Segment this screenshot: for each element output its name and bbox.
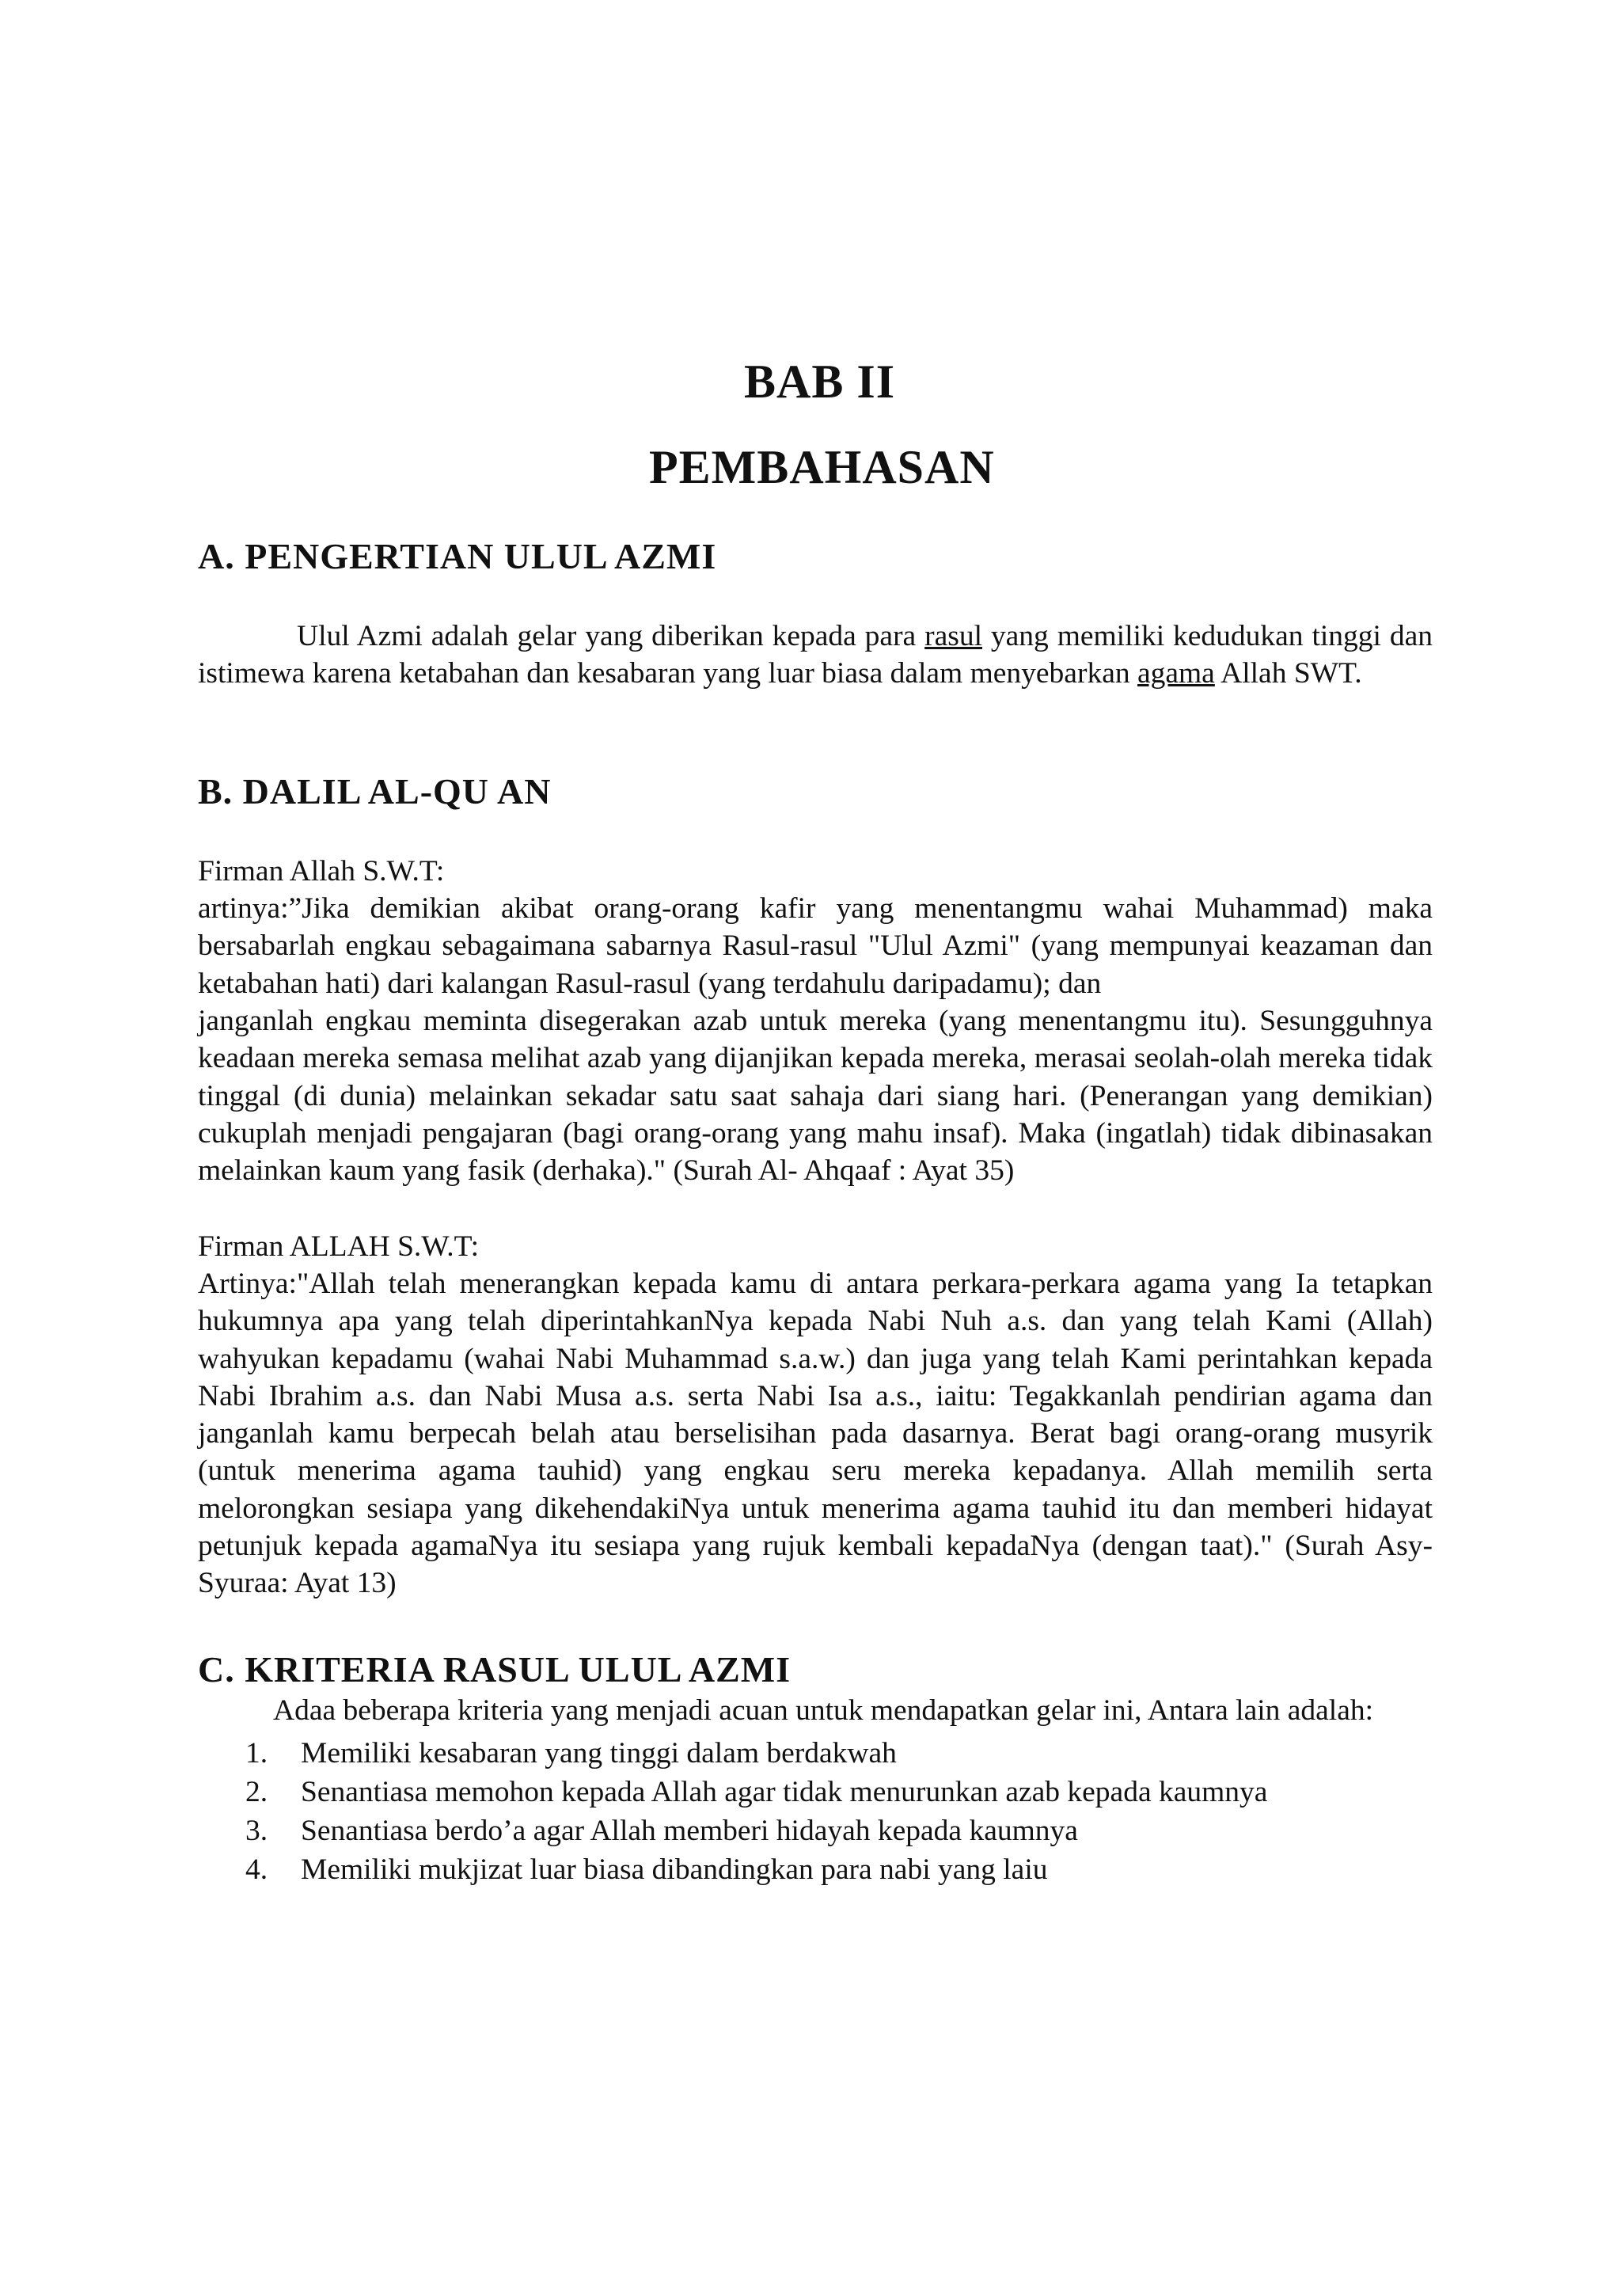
list-item-number: 3. <box>245 1815 268 1847</box>
quote1-label: Firman Allah S.W.T: <box>198 855 445 888</box>
list-item <box>245 1773 1433 1811</box>
chapter-title: PEMBAHASAN <box>649 441 995 493</box>
quote1-text-continued: janganlah engkau meminta disegerakan azab untuk mereka (yang menentangmu itu). Sesungguhnya keadaan mereka semasa melihat azab yang dijanjikan kepada mereka, merasai seolah-olah mereka tidak tinggal (di dunia) melainkan sekadar satu saat sahaja dari siang hari. (Penerangan yang demikian) cukuplah menjadi pengajaran (bagi orang-orang yang mahu insaf). Maka (ingatlah) tidak dibinasakan melainkan kaum yang fasik (derhaka)." (Surah Al- Ahqaaf : Ayat 35) <box>198 1005 1433 1188</box>
section-a-text-end: Allah SWT. <box>1214 657 1362 690</box>
section-a-text-start: Ulul Azmi adalah gelar yang diberikan kepada para <box>297 620 925 652</box>
agama-link[interactable]: agama <box>1137 657 1215 690</box>
quote2-text: Artinya:"Allah telah menerangkan kepada kamu di antara perkara-perkara agama yang Ia tetapkan hukumnya apa yang telah diperintahkanNya kepada Nabi Nuh a.s. dan yang telah Kami (Allah) wahyukan kepadamu (wahai Nabi Muhammad s.a.w.) dan juga yang telah Kami perintahkan kepada Nabi Ibrahim a.s. dan Nabi Musa a.s. serta Nabi Isa a.s., iaitu: Tegakkanlah pendirian agama dan janganlah kamu berpecah belah atau berselisihan pada dasarnya. Berat bagi orang-orang musyrik (untuk menerima agama tauhid) yang engkau seru mereka kepadanya. Allah memilih serta melorongkan sesiapa yang dikehendakiNya untuk menerima agama tauhid itu dan memberi hidayat petunjuk kepada agamaNya itu sesiapa yang rujuk kembali kepadaNya (dengan taat)." (Surah Asy-Syuraa: Ayat 13) <box>198 1268 1433 1600</box>
section-a-heading: A. PENGERTIAN ULUL AZMI <box>198 536 717 576</box>
list-item-text: Senantiasa berdo’a agar Allah memberi hidayah kepada kaumnya <box>301 1815 1078 1847</box>
section-a-text-mid: yang memiliki kedudukan tinggi dan istimewa karena ketabahan dan kesabaran yang luar biasa dalam menyebarkan <box>198 620 1433 690</box>
list-item-text: Memiliki kesabaran yang tinggi dalam berdakwah <box>301 1737 897 1770</box>
chapter-number: BAB II <box>744 355 896 408</box>
section-b-heading: B. DALIL AL-QU AN <box>198 771 552 812</box>
section-c-intro: Adaa beberapa kriteria yang menjadi acuan untuk mendapatkan gelar ini, Antara lain adalah: <box>273 1694 1374 1727</box>
section-a-paragraph <box>198 618 1433 693</box>
list-item-text: Memiliki mukjizat luar biasa dibandingkan para nabi yang laiu <box>301 1853 1048 1886</box>
list-item-number: 2. <box>245 1776 268 1808</box>
list-item <box>245 1850 1433 1889</box>
list-item <box>245 1811 1433 1850</box>
list-item-number: 4. <box>245 1853 268 1886</box>
quote2-label: Firman ALLAH S.W.T: <box>198 1230 480 1263</box>
list-item-number: 1. <box>245 1737 268 1770</box>
list-item <box>245 1734 1433 1773</box>
section-c-heading: C. KRITERIA RASUL ULUL AZMI <box>198 1649 792 1690</box>
rasul-link[interactable]: rasul <box>924 620 983 652</box>
quote1-text: artinya:”Jika demikian akibat orang-orang kafir yang menentangmu wahai Muhammad) maka bersabarlah engkau sebagaimana sabarnya Rasul-rasul "Ulul Azmi" (yang mempunyai keazaman dan ketabahan hati) dari kalangan Rasul-rasul (yang terdahulu daripadamu); dan <box>198 892 1433 1000</box>
list-item-text: Senantiasa memohon kepada Allah agar tidak menurunkan azab kepada kaumnya <box>301 1776 1268 1808</box>
criteria-list <box>245 1734 1433 1889</box>
